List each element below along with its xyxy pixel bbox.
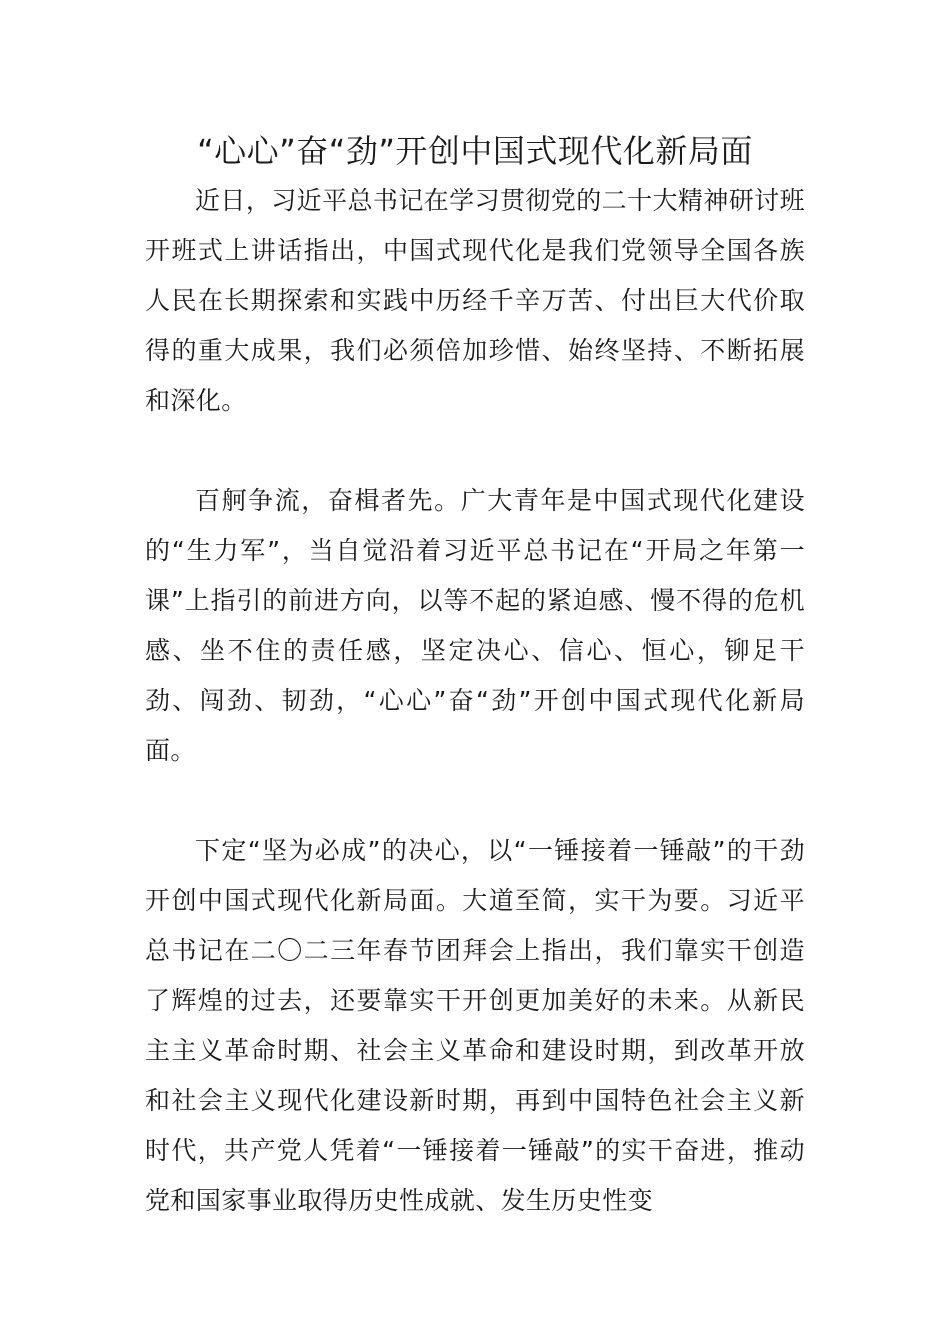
document-body: [145, 176, 805, 1276]
paragraph-2: 百舸争流，奋楫者先。广大青年是中国式现代化建设的“生力军”，当自觉沿着习近平总书记在“开局之年第一课”上指引的前进方向，以等不起的紧迫感、慢不得的危机感、坐不住的责任感，坚定决心、信心、恒心，铆足干劲、闯劲、韧劲，“心心”奋“劲”开创中国式现代化新局面。: [145, 486, 805, 765]
paragraph-1: 近日，习近平总书记在学习贯彻党的二十大精神研讨班开班式上讲话指出，中国式现代化是我们党领导全国各族人民在长期探索和实践中历经千辛万苦、付出巨大代价取得的重大成果，我们必须倍加珍惜、始终坚持、不断拓展和深化。: [145, 186, 805, 415]
document-title: “心心”奋“劲”开创中国式现代化新局面: [197, 132, 753, 170]
paragraph-3: 下定“坚为必成”的决心，以“一锤接着一锤敲”的干劲开创中国式现代化新局面。大道至简，实干为要。习近平总书记在二〇二三年春节团拜会上指出，我们靠实干创造了辉煌的过去，还要靠实干开创更加美好的未来。从新民主主义革命时期、社会主义革命和建设时期，到改革开放和社会主义现代化建设新时期，再到中国特色社会主义新时代，共产党人凭着“一锤接着一锤敲”的实干奋进，推动党和国家事业取得历史性成就、发生历史性变: [145, 836, 805, 1215]
